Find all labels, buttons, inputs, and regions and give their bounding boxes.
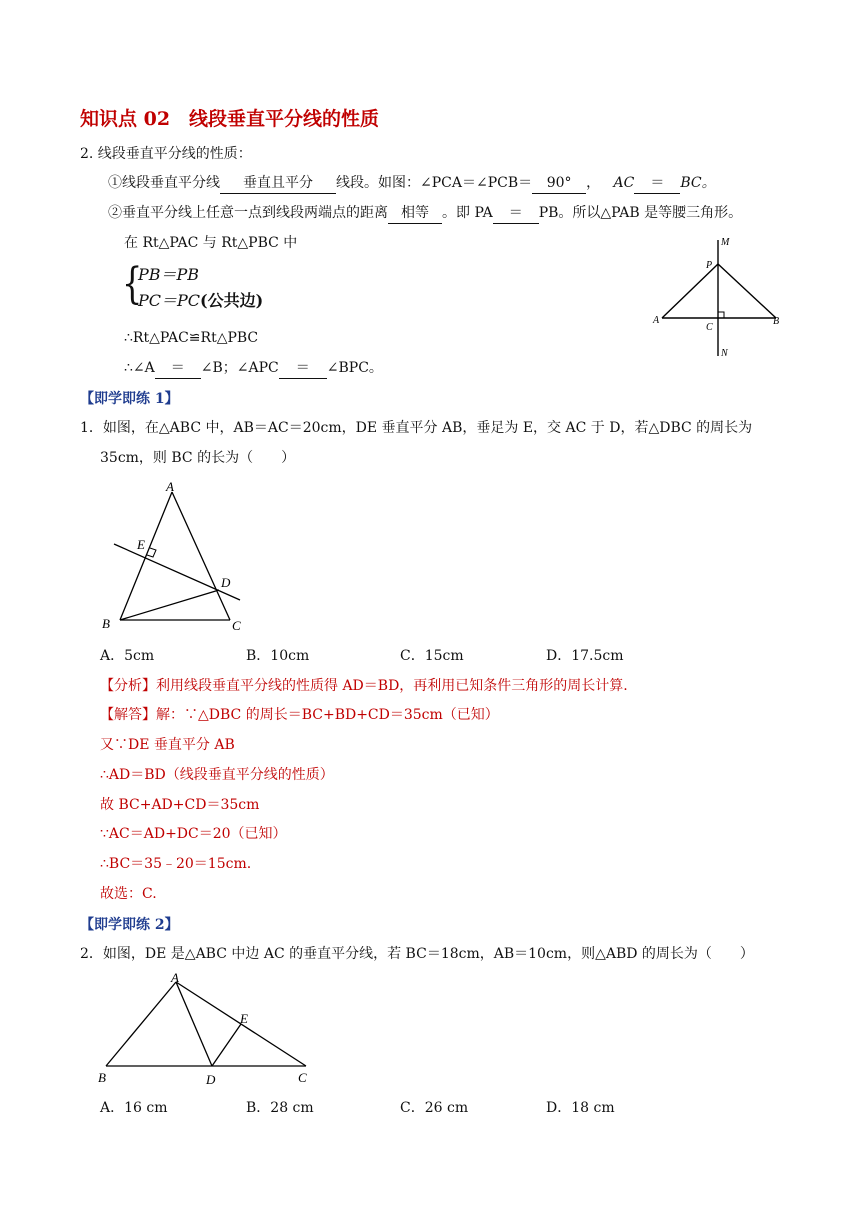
label-e: E (137, 537, 145, 552)
proof-conclusion-2: ∴∠A ＝ ∠B；∠APC ＝ ∠BPC。 (124, 358, 383, 379)
system-brace: { (122, 257, 143, 309)
solution-line: 又∵DE 垂直平分 AB (100, 737, 235, 753)
option-d: D．18 cm (546, 1100, 615, 1116)
label-e: E (240, 1011, 248, 1026)
proof-eq-2: PC＝PC(公共边) (138, 291, 264, 310)
label-b: B (102, 616, 110, 631)
label-c: C (232, 618, 241, 633)
practice-1-question-line-2: 35cm，则 BC 的长为（ ） (100, 450, 296, 466)
option-a: A．5cm (100, 648, 155, 664)
practice-1-tag: 【即学即练 1】 (80, 391, 179, 407)
label-d: D (206, 1072, 216, 1087)
label-c: C (706, 322, 713, 333)
option-b: B．28 cm (246, 1100, 314, 1116)
label-a: A (653, 315, 660, 326)
blank-answer: ＝ (493, 203, 539, 224)
label-c: C (298, 1070, 307, 1085)
label-a: A (166, 479, 174, 494)
solution-line: ∴AD＝BD（线段垂直平分线的性质） (100, 767, 334, 783)
practice-1-question-line-1: 1．如图，在△ABC 中，AB＝AC＝20cm，DE 垂直平分 AB，垂足为 E，交 AC 于 D，若△DBC 的周长为 (80, 420, 753, 436)
label-d: D (221, 575, 231, 590)
segment-ab (120, 492, 172, 620)
segment-de (212, 1024, 241, 1066)
solution-line: 故 BC+AD+CD＝35cm (100, 797, 260, 813)
label-b: B (98, 1070, 106, 1085)
segment-bd (120, 590, 219, 620)
segment-pa (662, 264, 718, 318)
option-d: D．17.5cm (546, 648, 624, 664)
blank-answer: ＝ (279, 358, 327, 379)
segment-pb (718, 264, 776, 318)
section-heading: 知识点 02 线段垂直平分线的性质 (80, 108, 380, 130)
analysis: 【分析】利用线段垂直平分线的性质得 AD＝BD，再利用已知条件三角形的周长计算. (100, 678, 628, 694)
label-n: N (721, 348, 728, 359)
figure-practice-2 (92, 968, 322, 1092)
segment-ac (172, 492, 230, 620)
figure-perpendicular-bisector (640, 232, 790, 362)
option-b: B．10cm (246, 648, 310, 664)
perpendicular-bisector-de (114, 544, 240, 600)
option-c: C．15cm (400, 648, 464, 664)
blank-answer: ＝ (634, 173, 680, 194)
label-a: A (171, 970, 179, 985)
segment-ab (106, 982, 176, 1066)
label-b: B (773, 316, 780, 327)
property-line-1: ①线段垂直平分线 垂直且平分 线段。如图：∠PCA＝∠PCB＝ 90° ， AC ＝ BC。 (108, 173, 716, 194)
label-p: P (706, 260, 713, 271)
solution-line: ∴BC＝35﹣20＝15cm. (100, 856, 252, 872)
practice-2-tag: 【即学即练 2】 (80, 917, 179, 933)
property-line-2: ②垂直平分线上任意一点到线段两端点的距离 相等 。即 PA ＝ PB。所以△PAB 是等腰三角形。 (108, 203, 742, 224)
blank-answer: 90° (532, 173, 586, 194)
blank-answer: ＝ (155, 358, 201, 379)
segment-ad (176, 982, 212, 1066)
label-m: M (721, 237, 730, 248)
proof-intro: 在 Rt△PAC 与 Rt△PBC 中 (124, 235, 298, 251)
blank-answer: 垂直且平分 (220, 173, 336, 194)
practice-2-question: 2．如图，DE 是△ABC 中边 AC 的垂直平分线，若 BC＝18cm，AB＝10cm，则△ABD 的周长为（ ） (80, 946, 754, 962)
option-a: A．16 cm (100, 1100, 168, 1116)
solution-line: ∵AC＝AD+DC＝20（已知） (100, 826, 287, 842)
proof-conclusion-1: ∴Rt△PAC≌Rt△PBC (124, 330, 259, 346)
right-angle-mark (718, 312, 724, 318)
proof-eq-1: PB＝PB (138, 265, 200, 284)
solution-line: 【解答】解：∵△DBC 的周长＝BC+BD+CD＝35cm（已知） (100, 707, 499, 723)
figure-practice-1 (96, 476, 256, 636)
item-title: 2. 线段垂直平分线的性质： (80, 146, 252, 162)
solution-line: 故选：C. (100, 886, 157, 902)
option-c: C．26 cm (400, 1100, 469, 1116)
blank-answer: 相等 (388, 203, 442, 224)
